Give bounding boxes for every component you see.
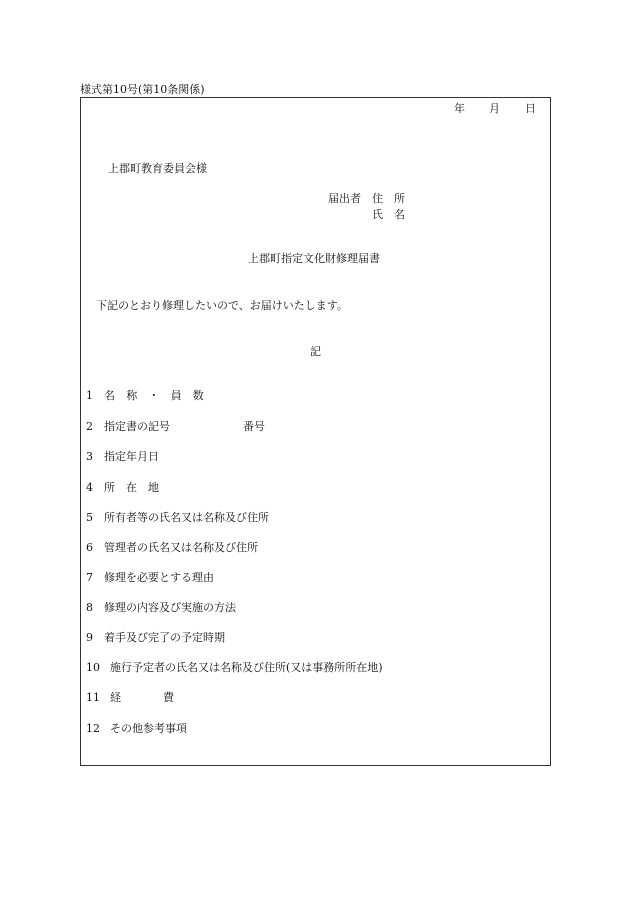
list-item [86, 689, 121, 705]
document-title: 上郡町指定文化財修理届書 [248, 252, 380, 265]
list-item [86, 418, 170, 434]
item-text: 修理を必要とする理由 [104, 571, 214, 584]
item-text: 経 [110, 691, 121, 704]
item-number: 10 [86, 661, 100, 674]
item-number: 9 [86, 631, 93, 644]
notifier-name-label: 氏 名 [372, 208, 405, 221]
item-number: 2 [86, 420, 93, 433]
list-item [86, 569, 214, 585]
date-month-label: 月 [489, 102, 500, 115]
list-item [86, 509, 269, 525]
item-number: 8 [86, 601, 93, 614]
item-text: 着手及び完了の予定時期 [104, 631, 225, 644]
intro-text: 下記のとおり修理したいので、お届けいたします。 [96, 299, 348, 312]
ki-label: 記 [310, 345, 321, 358]
item-number: 1 [86, 389, 93, 402]
list-item [86, 659, 383, 675]
notifier-label: 届出者 [328, 192, 361, 205]
item-number: 5 [86, 511, 93, 524]
item-text: 所 在 地 [104, 481, 159, 494]
item-text: 所有者等の氏名又は名称及び住所 [104, 511, 269, 524]
item-text: 修理の内容及び実施の方法 [104, 601, 236, 614]
list-item [86, 448, 159, 464]
addressee: 上郡町教育委員会様 [108, 162, 207, 175]
item-text: 施行予定者の氏名又は名称及び住所(又は事務所所在地) [110, 661, 383, 674]
list-item [86, 479, 159, 495]
item-number: 12 [86, 722, 100, 735]
list-item [86, 387, 208, 403]
form-number-label: 様式第10号(第10条関係) [80, 83, 205, 96]
item-text: 管理者の氏名又は名称及び住所 [104, 541, 258, 554]
item-number: 4 [86, 481, 93, 494]
item-number: 6 [86, 541, 93, 554]
list-item [86, 599, 236, 615]
item-number: 7 [86, 571, 93, 584]
item-text: 名 称 ・ 員 数 [104, 389, 208, 402]
list-item [86, 629, 225, 645]
list-item [86, 539, 258, 555]
item-extra-label: 費 [163, 691, 174, 704]
item-number: 3 [86, 450, 93, 463]
item-text: 指定年月日 [104, 450, 159, 463]
item-extra-label: 番号 [243, 420, 265, 433]
item-number: 11 [86, 691, 100, 704]
item-text: 指定書の記号 [104, 420, 170, 433]
item-text: その他参考事項 [110, 722, 187, 735]
date-day-label: 日 [525, 102, 536, 115]
date-year-label: 年 [454, 102, 465, 115]
notifier-address-label: 住 所 [372, 192, 405, 205]
list-item [86, 720, 187, 736]
